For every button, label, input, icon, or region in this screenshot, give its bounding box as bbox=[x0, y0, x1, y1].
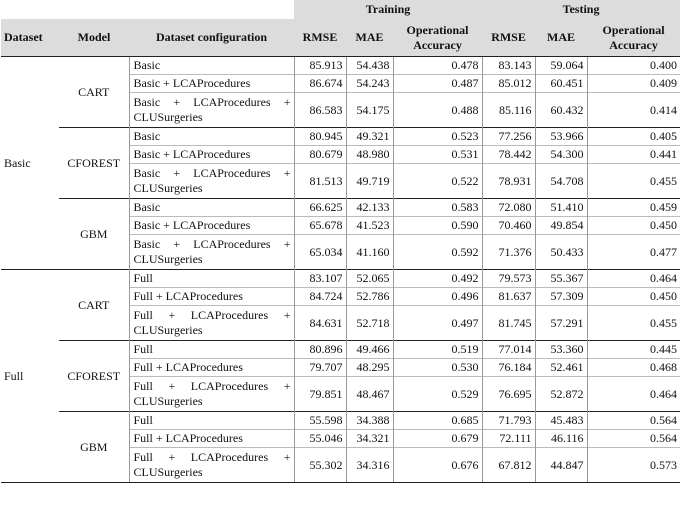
test-accuracy-cell: 0.459 bbox=[587, 199, 680, 217]
test-rmse-cell: 72.080 bbox=[482, 199, 535, 217]
test-rmse-cell: 78.931 bbox=[482, 164, 535, 199]
test-rmse-cell: 79.573 bbox=[482, 270, 535, 288]
train-accuracy-cell: 0.497 bbox=[393, 306, 482, 341]
test-accuracy-cell: 0.477 bbox=[587, 235, 680, 270]
test-mae-cell: 55.367 bbox=[535, 270, 587, 288]
config-cell: Full + LCAProcedures bbox=[129, 288, 294, 306]
test-rmse-cell: 81.745 bbox=[482, 306, 535, 341]
test-rmse-cell: 85.116 bbox=[482, 93, 535, 128]
train-accuracy-cell: 0.487 bbox=[393, 75, 482, 93]
table-row bbox=[1, 341, 680, 359]
test-rmse-cell: 70.460 bbox=[482, 217, 535, 235]
test-mae-cell: 60.451 bbox=[535, 75, 587, 93]
train-mae-cell: 41.523 bbox=[346, 217, 393, 235]
dataset-cell: Basic bbox=[4, 155, 31, 170]
train-rmse-cell: 86.583 bbox=[294, 93, 346, 128]
header-train-accuracy: Operational Accuracy bbox=[393, 19, 482, 57]
config-cell: Basic + LCAProcedures + CLUSurgeries bbox=[129, 93, 294, 128]
test-rmse-cell: 76.695 bbox=[482, 377, 535, 412]
test-rmse-cell: 72.111 bbox=[482, 430, 535, 448]
config-cell: Basic + LCAProcedures bbox=[129, 75, 294, 93]
test-mae-cell: 57.309 bbox=[535, 288, 587, 306]
test-accuracy-cell: 0.409 bbox=[587, 75, 680, 93]
config-cell: Full bbox=[129, 341, 294, 359]
train-mae-cell: 48.980 bbox=[346, 146, 393, 164]
table-row bbox=[1, 270, 680, 288]
train-accuracy-cell: 0.523 bbox=[393, 128, 482, 146]
test-accuracy-cell: 0.564 bbox=[587, 412, 680, 430]
train-rmse-cell: 86.674 bbox=[294, 75, 346, 93]
config-cell: Basic bbox=[129, 57, 294, 75]
header-test-accuracy: Operational Accuracy bbox=[587, 19, 680, 57]
model-cell: CFOREST bbox=[59, 128, 129, 199]
train-accuracy-cell: 0.676 bbox=[393, 448, 482, 483]
test-mae-cell: 53.360 bbox=[535, 341, 587, 359]
train-rmse-cell: 55.046 bbox=[294, 430, 346, 448]
model-cell: GBM bbox=[59, 199, 129, 270]
train-accuracy-cell: 0.530 bbox=[393, 359, 482, 377]
train-accuracy-cell: 0.488 bbox=[393, 93, 482, 128]
header-config: Dataset configuration bbox=[129, 19, 294, 57]
config-cell: Basic + LCAProcedures bbox=[129, 217, 294, 235]
train-accuracy-cell: 0.590 bbox=[393, 217, 482, 235]
train-rmse-cell: 65.034 bbox=[294, 235, 346, 270]
train-accuracy-cell: 0.592 bbox=[393, 235, 482, 270]
test-mae-cell: 49.854 bbox=[535, 217, 587, 235]
config-cell: Full + LCAProcedures + CLUSurgeries bbox=[129, 448, 294, 483]
test-accuracy-cell: 0.564 bbox=[587, 430, 680, 448]
header-test-rmse: RMSE bbox=[482, 19, 535, 57]
train-accuracy-cell: 0.478 bbox=[393, 57, 482, 75]
train-rmse-cell: 80.896 bbox=[294, 341, 346, 359]
test-mae-cell: 60.432 bbox=[535, 93, 587, 128]
model-cell: CART bbox=[59, 270, 129, 341]
config-cell: Basic bbox=[129, 199, 294, 217]
train-mae-cell: 34.321 bbox=[346, 430, 393, 448]
train-mae-cell: 41.160 bbox=[346, 235, 393, 270]
test-mae-cell: 46.116 bbox=[535, 430, 587, 448]
model-cell: CART bbox=[78, 84, 110, 99]
model-cell: GBM bbox=[59, 412, 129, 483]
test-mae-cell: 54.300 bbox=[535, 146, 587, 164]
test-mae-cell: 52.461 bbox=[535, 359, 587, 377]
train-mae-cell: 34.316 bbox=[346, 448, 393, 483]
train-rmse-cell: 65.678 bbox=[294, 217, 346, 235]
train-rmse-cell: 55.598 bbox=[294, 412, 346, 430]
test-mae-cell: 45.483 bbox=[535, 412, 587, 430]
train-rmse-cell: 81.513 bbox=[294, 164, 346, 199]
test-rmse-cell: 85.012 bbox=[482, 75, 535, 93]
train-mae-cell: 52.786 bbox=[346, 288, 393, 306]
config-cell: Basic bbox=[129, 128, 294, 146]
test-rmse-cell: 76.184 bbox=[482, 359, 535, 377]
train-mae-cell: 54.438 bbox=[346, 57, 393, 75]
header-dataset: Dataset bbox=[1, 19, 59, 57]
header-train-mae: MAE bbox=[346, 19, 393, 57]
train-rmse-cell: 83.107 bbox=[294, 270, 346, 288]
train-mae-cell: 49.466 bbox=[346, 341, 393, 359]
train-accuracy-cell: 0.492 bbox=[393, 270, 482, 288]
train-mae-cell: 54.243 bbox=[346, 75, 393, 93]
test-accuracy-cell: 0.414 bbox=[587, 93, 680, 128]
train-mae-cell: 52.065 bbox=[346, 270, 393, 288]
test-mae-cell: 50.433 bbox=[535, 235, 587, 270]
test-accuracy-cell: 0.464 bbox=[587, 270, 680, 288]
test-mae-cell: 51.410 bbox=[535, 199, 587, 217]
test-rmse-cell: 77.014 bbox=[482, 341, 535, 359]
train-accuracy-cell: 0.583 bbox=[393, 199, 482, 217]
train-mae-cell: 54.175 bbox=[346, 93, 393, 128]
header-blank bbox=[1, 0, 294, 19]
train-rmse-cell: 85.913 bbox=[294, 57, 346, 75]
train-accuracy-cell: 0.529 bbox=[393, 377, 482, 412]
test-rmse-cell: 81.637 bbox=[482, 288, 535, 306]
train-rmse-cell: 84.631 bbox=[294, 306, 346, 341]
test-mae-cell: 59.064 bbox=[535, 57, 587, 75]
config-cell: Full + LCAProcedures bbox=[129, 430, 294, 448]
train-rmse-cell: 80.945 bbox=[294, 128, 346, 146]
model-cell: CFOREST bbox=[59, 341, 129, 412]
results-table bbox=[1, 0, 680, 483]
config-cell: Full + LCAProcedures bbox=[129, 359, 294, 377]
test-accuracy-cell: 0.450 bbox=[587, 288, 680, 306]
test-mae-cell: 57.291 bbox=[535, 306, 587, 341]
test-accuracy-cell: 0.441 bbox=[587, 146, 680, 164]
header-train-rmse: RMSE bbox=[294, 19, 346, 57]
train-mae-cell: 48.467 bbox=[346, 377, 393, 412]
train-mae-cell: 34.388 bbox=[346, 412, 393, 430]
train-mae-cell: 42.133 bbox=[346, 199, 393, 217]
test-rmse-cell: 78.442 bbox=[482, 146, 535, 164]
table-row bbox=[1, 412, 680, 430]
test-rmse-cell: 77.256 bbox=[482, 128, 535, 146]
test-mae-cell: 53.966 bbox=[535, 128, 587, 146]
config-cell: Full + LCAProcedures + CLUSurgeries bbox=[129, 377, 294, 412]
test-rmse-cell: 71.376 bbox=[482, 235, 535, 270]
header-test-mae: MAE bbox=[535, 19, 587, 57]
train-mae-cell: 49.321 bbox=[346, 128, 393, 146]
train-rmse-cell: 79.707 bbox=[294, 359, 346, 377]
train-accuracy-cell: 0.522 bbox=[393, 164, 482, 199]
config-cell: Basic + LCAProcedures bbox=[129, 146, 294, 164]
test-accuracy-cell: 0.400 bbox=[587, 57, 680, 75]
train-rmse-cell: 79.851 bbox=[294, 377, 346, 412]
test-accuracy-cell: 0.573 bbox=[587, 448, 680, 483]
test-rmse-cell: 71.793 bbox=[482, 412, 535, 430]
header-testing: Testing bbox=[482, 0, 680, 19]
header-model: Model bbox=[59, 19, 129, 57]
train-accuracy-cell: 0.496 bbox=[393, 288, 482, 306]
config-cell: Full + LCAProcedures + CLUSurgeries bbox=[129, 306, 294, 341]
test-accuracy-cell: 0.455 bbox=[587, 164, 680, 199]
train-accuracy-cell: 0.679 bbox=[393, 430, 482, 448]
test-mae-cell: 54.708 bbox=[535, 164, 587, 199]
config-cell: Basic + LCAProcedures + CLUSurgeries bbox=[129, 235, 294, 270]
train-accuracy-cell: 0.519 bbox=[393, 341, 482, 359]
test-rmse-cell: 83.143 bbox=[482, 57, 535, 75]
train-rmse-cell: 80.679 bbox=[294, 146, 346, 164]
test-accuracy-cell: 0.450 bbox=[587, 217, 680, 235]
config-cell: Full bbox=[129, 412, 294, 430]
config-cell: Basic + LCAProcedures + CLUSurgeries bbox=[129, 164, 294, 199]
table-row bbox=[1, 199, 680, 217]
train-mae-cell: 49.719 bbox=[346, 164, 393, 199]
dataset-cell: Full bbox=[1, 270, 59, 483]
train-rmse-cell: 66.625 bbox=[294, 199, 346, 217]
table-row bbox=[1, 57, 680, 75]
config-cell: Full bbox=[129, 270, 294, 288]
test-accuracy-cell: 0.445 bbox=[587, 341, 680, 359]
test-accuracy-cell: 0.455 bbox=[587, 306, 680, 341]
train-rmse-cell: 55.302 bbox=[294, 448, 346, 483]
train-mae-cell: 52.718 bbox=[346, 306, 393, 341]
train-accuracy-cell: 0.685 bbox=[393, 412, 482, 430]
train-accuracy-cell: 0.531 bbox=[393, 146, 482, 164]
train-mae-cell: 48.295 bbox=[346, 359, 393, 377]
table-row bbox=[1, 128, 680, 146]
test-mae-cell: 44.847 bbox=[535, 448, 587, 483]
test-accuracy-cell: 0.405 bbox=[587, 128, 680, 146]
test-mae-cell: 52.872 bbox=[535, 377, 587, 412]
test-accuracy-cell: 0.464 bbox=[587, 377, 680, 412]
header-training: Training bbox=[294, 0, 482, 19]
train-rmse-cell: 84.724 bbox=[294, 288, 346, 306]
test-accuracy-cell: 0.468 bbox=[587, 359, 680, 377]
test-rmse-cell: 67.812 bbox=[482, 448, 535, 483]
